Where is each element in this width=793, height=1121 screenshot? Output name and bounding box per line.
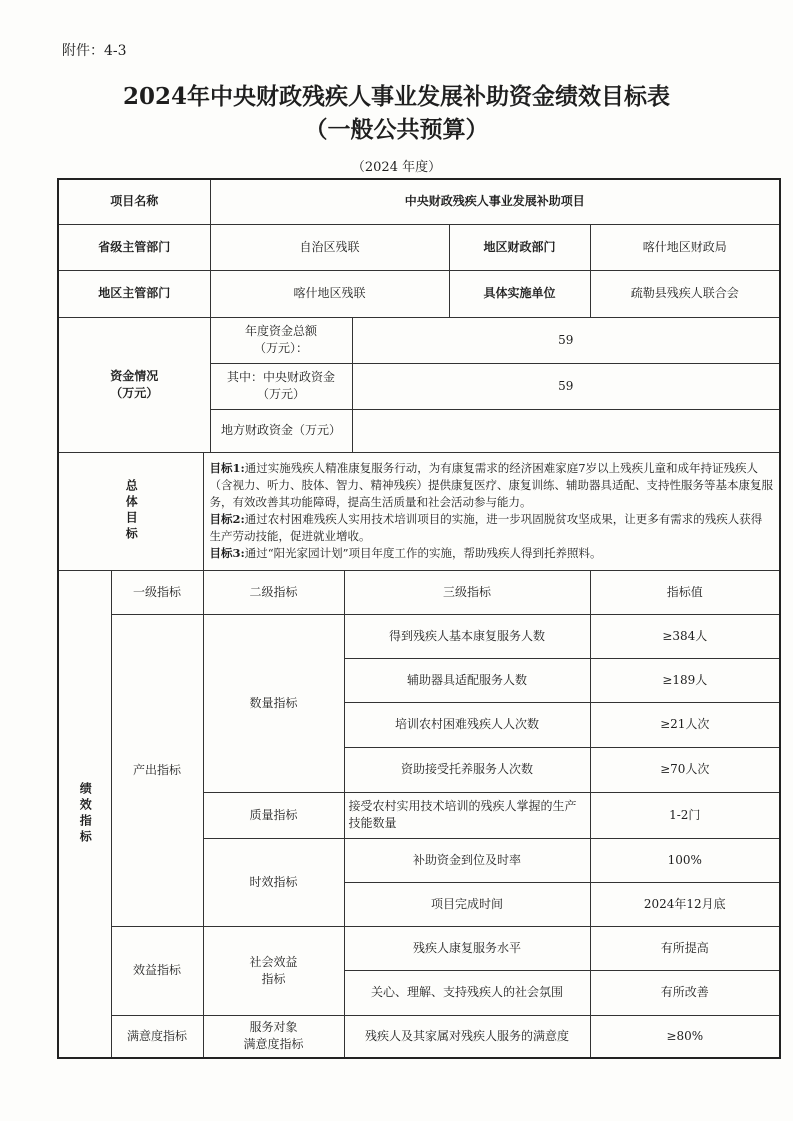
row-goals	[58, 452, 780, 570]
q3-name: 培训农村困难残疾人人次数	[344, 702, 590, 747]
s1-name: 残疾人康复服务水平	[344, 926, 590, 970]
row-perf-header	[58, 570, 780, 614]
output-label: 产出指标	[111, 614, 203, 926]
perf-label: 绩效指标	[78, 781, 93, 846]
prov-dept-label: 省级主管部门	[58, 224, 210, 270]
row-funds-total	[58, 317, 780, 363]
goal3-text: 通过“阳光家园计划”项目年度工作的实施，帮助残疾人得到托养照料。	[244, 546, 602, 560]
ql1-value: 1-2门	[590, 792, 780, 838]
goals-label-cell	[58, 452, 203, 570]
q4-value: ≥70人次	[590, 747, 780, 792]
sat1-name: 残疾人及其家属对残疾人服务的满意度	[344, 1015, 590, 1058]
sat-sub-label-line2: 满意度指标	[243, 1037, 304, 1052]
goals-label: 总体目标	[124, 479, 139, 543]
sat1-value: ≥80%	[590, 1015, 780, 1058]
header-level2: 二级指标	[203, 570, 344, 614]
goal2-text: 通过农村困难残疾人实用技术培训项目的实施，进一步巩固脱贫攻坚成果，让更多有需求的残疾人获得生产劳动技能，促进就业增收。	[209, 512, 763, 543]
goal3-label: 目标3:	[209, 546, 245, 560]
funds-central-value: 59	[352, 363, 780, 409]
q1-value: ≥384人	[590, 614, 780, 658]
ql1-name: 接受农村实用技术培训的残疾人掌握的生产技能数量	[344, 792, 590, 838]
q3-value: ≥21人次	[590, 702, 780, 747]
t1-value: 100%	[590, 838, 780, 882]
social-label	[203, 926, 344, 1015]
table-row	[58, 614, 780, 658]
funds-label	[58, 317, 210, 452]
s2-name: 关心、理解、支持残疾人的社会氛围	[344, 970, 590, 1015]
funds-central-label	[210, 363, 352, 409]
goals-text	[203, 452, 780, 570]
q4-name: 资助接受托养服务人次数	[344, 747, 590, 792]
funds-central-label-line2: （万元）	[256, 387, 305, 401]
funds-label-line1: 资金情况	[110, 368, 159, 383]
q1-name: 得到残疾人基本康复服务人数	[344, 614, 590, 658]
benefit-label: 效益指标	[111, 926, 203, 1015]
row-project-name	[58, 179, 780, 224]
social-label-line1: 社会效益	[249, 954, 298, 969]
goal1-label: 目标1:	[209, 461, 245, 475]
goal1-text: 通过实施残疾人精准康复服务行动，为有康复需求的经济困难家庭7岁以上残疾儿童和成年持证残疾人（含视力、听力、肢体、智力、精神残疾）提供康复医疗、康复训练、辅助器具适配、支持性服务等基本康复服务，有效改善其功能障碍，提高生活质量和社会活动参与能力。	[209, 461, 773, 509]
sat-sub-label	[203, 1015, 344, 1058]
q2-name: 辅助器具适配服务人数	[344, 658, 590, 702]
sat-sub-label-line1: 服务对象	[249, 1020, 298, 1035]
page-title: 2024年中央财政残疾人事业发展补助资金绩效目标表	[122, 83, 670, 110]
header-level1: 一级指标	[111, 570, 203, 614]
perf-label-cell	[58, 570, 111, 1058]
performance-table	[57, 178, 781, 1059]
timeliness-label: 时效指标	[203, 838, 344, 926]
project-name-label: 项目名称	[58, 179, 210, 224]
header-value: 指标值	[590, 570, 780, 614]
page-subtitle: （一般公共预算）	[304, 116, 489, 143]
funds-local-label: 地方财政资金（万元）	[210, 409, 352, 452]
s1-value: 有所提高	[590, 926, 780, 970]
quality-label: 质量指标	[203, 792, 344, 838]
funds-total-label	[210, 317, 352, 363]
impl-unit-value: 疏勒县残疾人联合会	[590, 270, 780, 317]
impl-unit-label: 具体实施单位	[449, 270, 590, 317]
q2-value: ≥189人	[590, 658, 780, 702]
region-dept-label: 地区主管部门	[58, 270, 210, 317]
funds-label-line2: （万元）	[110, 385, 159, 400]
row-prov-dept	[58, 224, 780, 270]
region-fin-value: 喀什地区财政局	[590, 224, 780, 270]
region-fin-label: 地区财政部门	[449, 224, 590, 270]
funds-central-label-line1: 其中：中央财政资金	[226, 370, 335, 384]
header-level3: 三级指标	[344, 570, 590, 614]
row-region-dept	[58, 270, 780, 317]
s2-value: 有所改善	[590, 970, 780, 1015]
t2-value: 2024年12月底	[590, 882, 780, 926]
project-name-value: 中央财政残疾人事业发展补助项目	[210, 179, 780, 224]
region-dept-value: 喀什地区残联	[210, 270, 449, 317]
attachment-label: 附件：4-3	[62, 43, 127, 59]
table-row	[58, 1015, 780, 1058]
funds-total-value: 59	[352, 317, 780, 363]
funds-total-label-line2: （万元）：	[253, 341, 308, 355]
table-row	[58, 926, 780, 970]
year-label: （2024 年度）	[351, 160, 442, 175]
satisfaction-label: 满意度指标	[111, 1015, 203, 1058]
goal2-label: 目标2:	[209, 512, 245, 526]
t1-name: 补助资金到位及时率	[344, 838, 590, 882]
quantity-label: 数量指标	[203, 614, 344, 792]
prov-dept-value: 自治区残联	[210, 224, 449, 270]
funds-total-label-line1: 年度资金总额	[244, 324, 317, 338]
social-label-line2: 指标	[261, 971, 286, 986]
t2-name: 项目完成时间	[344, 882, 590, 926]
funds-local-value	[352, 409, 780, 452]
